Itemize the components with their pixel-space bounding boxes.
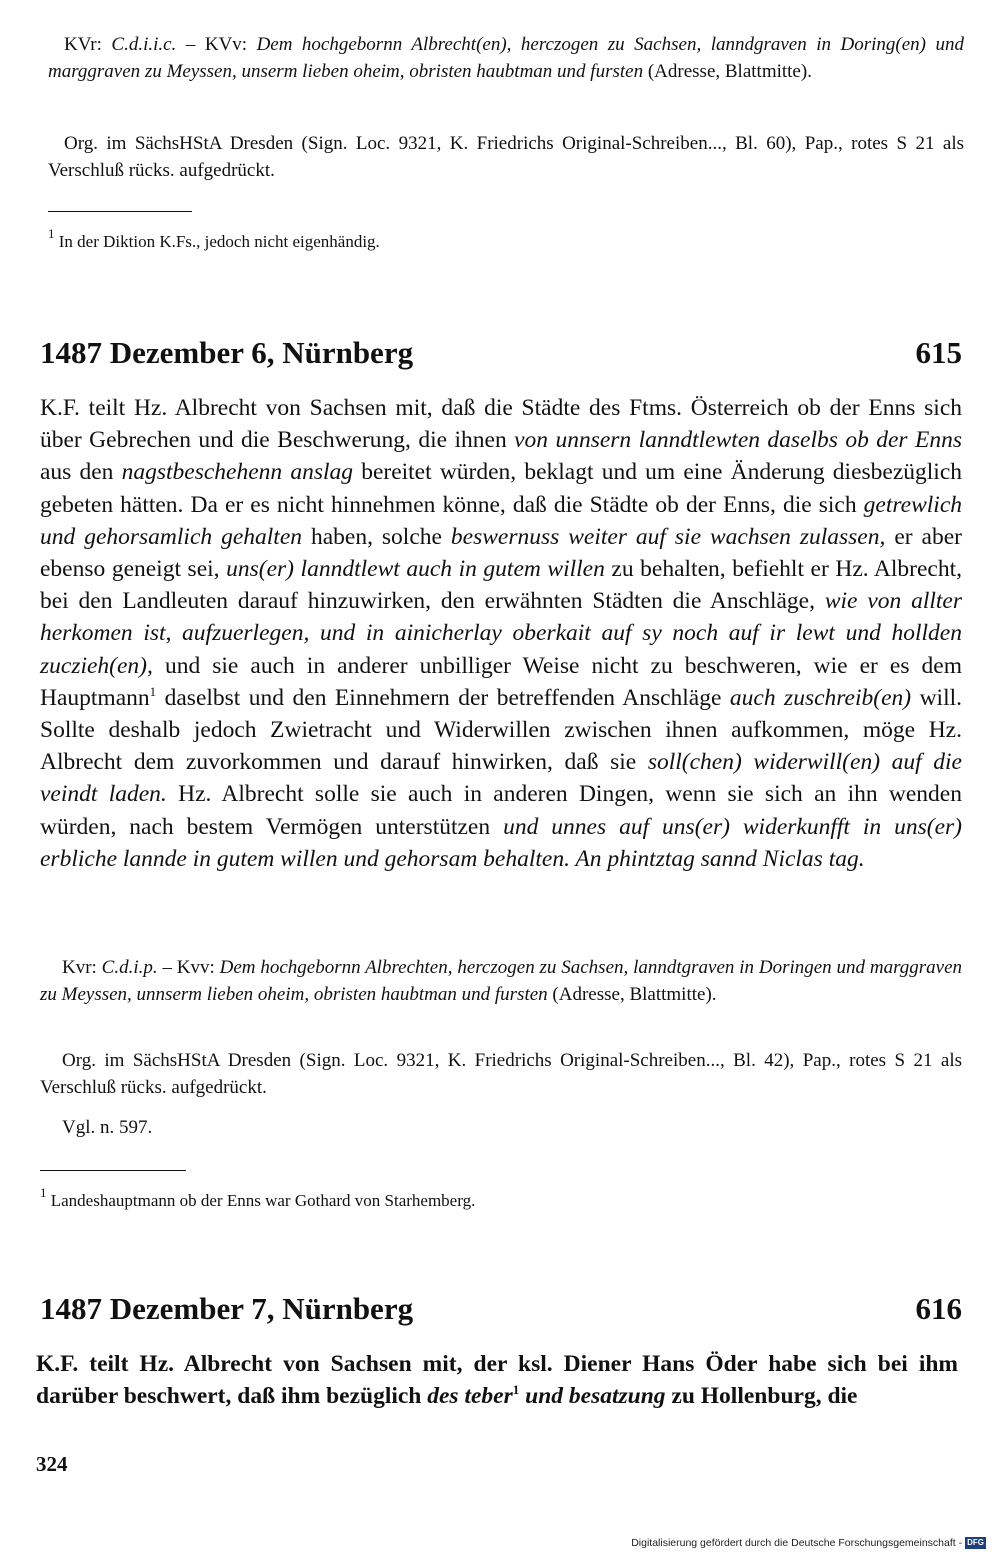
regest-quote: auch zuschreib(en) [729, 684, 912, 711]
doc-615-original-note [40, 1047, 962, 1101]
kvv-separator: – KVv: [176, 34, 257, 55]
footnote-text: In der Diktion K.Fs., jedoch nicht eigenhändig. [54, 232, 380, 251]
prev-org-text: Org. im SächsHStA Dresden (Sign. Loc. 9321, K. Friedrichs Original-Schreiben..., Bl. 60), Pap., rotes S 21 als Verschluß rücks. aufgedrückt. [48, 133, 964, 181]
regest-text: daselbst und den Einnehmern der betreffenden Anschläge [156, 684, 730, 711]
kvv-tail: (Adresse, Blattmitte). [547, 984, 717, 1005]
footnote-reference: 1 [149, 683, 157, 699]
prev-footnote [48, 226, 948, 253]
kvr-value: C.d.i.p. [101, 957, 158, 978]
footnote-mark: 1 [48, 226, 55, 241]
doc-615-header [40, 334, 962, 372]
dfg-logo-icon: DFG [967, 1538, 984, 1547]
regest-quote: und besatzung [519, 1383, 666, 1410]
regest-text: K.F. teilt Hz. Albrecht von Sachsen mit, der ksl. Diener Hans Öder habe sich bei ihm darüber beschwert, daß ihm bezüglich [36, 1351, 958, 1410]
regest-quote: wie von allter herkomen ist, aufzuerlegen, und in ainicherlay oberkait auf sy noch auf ir lewt und hollden zuczieh(en), [40, 588, 962, 679]
regest-text: und sie auch in anderer unbilliger Weise nicht zu beschweren, wie er es dem Hauptmann [40, 652, 962, 711]
doc-615-footnote [40, 1185, 940, 1212]
kvr-value: C.d.i.i.c. [111, 34, 177, 55]
kvv-tail: (Adresse, Blattmitte). [643, 61, 812, 82]
footnote-divider [40, 1170, 186, 1171]
doc-615-regest [40, 392, 962, 875]
vgl-text: Vgl. n. 597. [62, 1117, 153, 1138]
kvr-label: Kvr: [62, 957, 97, 978]
regest-text: aus den [40, 459, 122, 486]
kvv-separator: – Kvv: [157, 957, 220, 978]
prev-original-note [48, 130, 964, 184]
regest-text: zu Hollenburg, die [665, 1383, 858, 1410]
regest-text: bereitet würden, beklagt und um eine Änderung diesbezüglich gebeten hätten. Da er es nicht hinnehmen könne, daß die Städte ob der Enns, die sich [40, 459, 962, 518]
regest-text: will. Sollte deshalb jedoch Zwietracht und Widerwillen zwischen ihnen aufkommen, möge Hz. Albrecht dem zuvorkommen und darauf hinwirken, daß sie [40, 684, 963, 776]
regest-quote: von unnsern lanndtlewten daselbs ob der Enns [514, 427, 962, 454]
regest-quote: des teber [427, 1383, 513, 1410]
page-number: 324 [36, 1452, 68, 1476]
regest-text: K.F. teilt Hz. Albrecht von Sachsen mit, daß die Städte des Ftms. Österreich ob der Enns sich über Gebrechen und die Beschwerung, die ihnen [40, 395, 962, 454]
regest-quote: nagstbeschehenn anslag [121, 459, 354, 486]
kvv-address: Dem hochgebornn Albrechten, herczogen zu Sachsen, lanndtgraven in Doringen und marggraven zu Meyssen, unnserm lieben oheim, obristen haubtman und fursten [40, 957, 963, 1005]
footnote-divider [48, 211, 192, 212]
doc-616-heading: 1487 Dezember 7, Nürnberg [40, 1291, 414, 1326]
credit-text: Digitalisierung gefördert durch die Deutsche Forschungsgemeinschaft - [631, 1537, 963, 1549]
kvr-label: KVr: [64, 34, 102, 55]
regest-text: Hz. Albrecht solle sie auch in anderen Dingen, wenn sie sich an ihn wenden würden, nach bestem Vermögen unterstützen [40, 781, 962, 840]
regest-quote: soll(chen) widerwill(en) auf die veindt laden. [40, 749, 962, 808]
doc-615-archival-note [40, 954, 962, 1008]
doc-615-heading: 1487 Dezember 6, Nürnberg [40, 335, 414, 370]
regest-text: haben, solche [302, 523, 451, 550]
doc-615-number: 615 [915, 335, 962, 370]
regest-quote: und unnes auf uns(er) widerkunfft in uns(er) erbliche lannde in gutem willen und gehorsam behalten. An phintztag sannd Niclas tag. [40, 813, 962, 872]
prev-archival-note [48, 31, 964, 85]
footnote-text: Landeshauptmann ob der Enns war Gothard von Starhemberg. [46, 1191, 476, 1210]
kvv-address: Dem hochgebornn Albrecht(en), herczogen zu Sachsen, lanndgraven in Doring(en) und marggraven zu Meyssen, unserm lieben oheim, obristen haubtman und fursten [48, 34, 964, 82]
org-text: Org. im SächsHStA Dresden (Sign. Loc. 9321, K. Friedrichs Original-Schreiben..., Bl. 42), Pap., rotes S 21 als Verschluß rücks. aufgedrückt. [40, 1050, 962, 1098]
regest-text: er aber ebenso geneigt sei, [40, 523, 962, 583]
regest-quote: getrewlich und gehorsamlich gehalten [40, 491, 962, 550]
regest-text: zu behalten, befiehlt er Hz. Albrecht, bei den Landleuten darauf hinzuwirken, den erwähnten Städten die Anschläge, [40, 556, 962, 615]
footnote-reference: 1 [512, 1382, 520, 1398]
doc-615-cross-reference [62, 1114, 662, 1141]
regest-quote: uns(er) lanndtlewt auch in gutem willen [226, 556, 605, 583]
doc-616-number: 616 [915, 1291, 962, 1326]
doc-616-regest [36, 1348, 958, 1412]
digitization-credit [631, 1537, 986, 1549]
doc-616-header [40, 1290, 962, 1328]
regest-quote: beswernuss weiter auf sie wachsen zulassen, [450, 523, 886, 550]
footnote-mark: 1 [40, 1185, 47, 1200]
